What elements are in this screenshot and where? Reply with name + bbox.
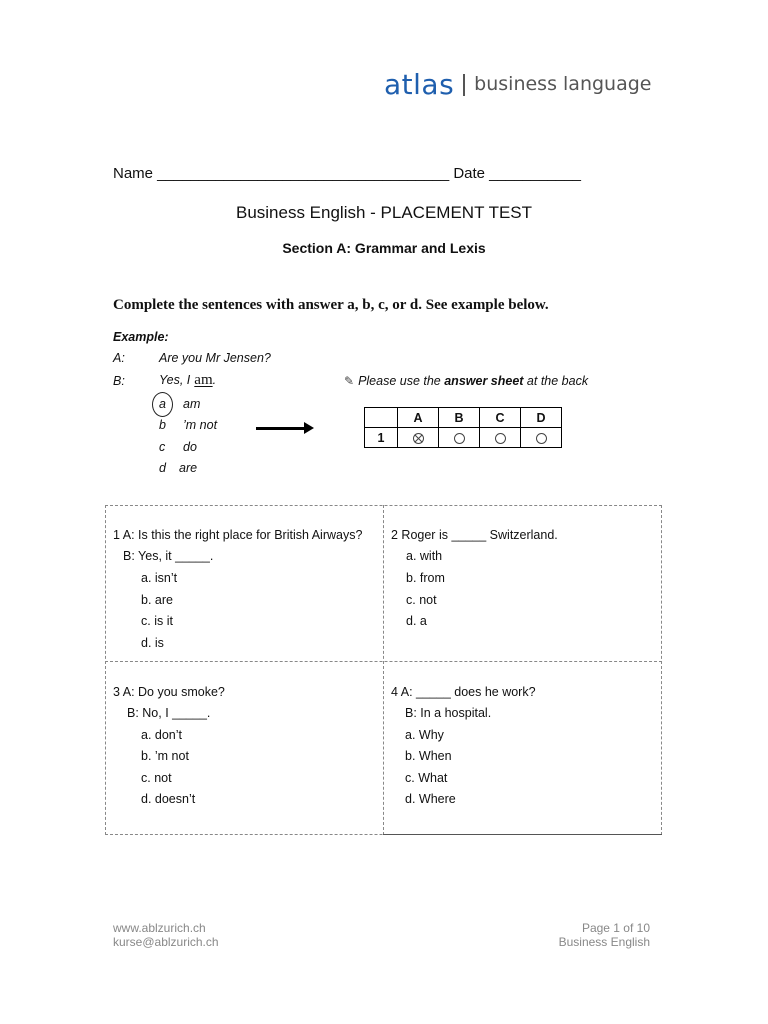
question-3-reply: B: No, I _____. [127,706,211,720]
example-heading: Example: [113,330,169,344]
bubble-icon [454,433,465,444]
example-option-letter: a [159,397,166,411]
example-option-letter: c [159,440,166,454]
footer-email[interactable]: kurse@ablzurich.ch [113,935,219,949]
arrow-icon [256,427,306,430]
footer-page-number: Page 1 of 10 [581,921,650,935]
question-4-option: a. Why [405,728,444,742]
question-4-option: d. Where [405,792,456,806]
example-line-a: Are you Mr Jensen? [159,351,271,365]
question-1-option: d. is [141,636,164,650]
bubble-marked-icon [413,433,424,444]
question-2-option: c. not [406,593,437,607]
example-option-text: am [183,397,201,411]
answer-row-label: 1 [365,428,398,448]
example-period: . [212,373,217,387]
answer-sheet-note [344,374,588,388]
footer-website[interactable]: www.ablzurich.ch [113,921,206,935]
answer-table [364,407,562,448]
page-title: Business English - PLACEMENT TEST [235,203,533,222]
example-speaker-b: B: [113,374,125,388]
question-4-option: c. What [405,771,448,785]
answer-table-header [365,408,562,428]
example-option-letter: b [159,418,166,432]
question-3-prompt: 3 A: Do you smoke? [113,685,225,699]
logo-tagline: business language [474,73,652,95]
question-3-option: a. don’t [141,728,183,742]
arrow-head-icon [304,422,314,434]
question-1-option: a. isn’t [141,571,178,585]
note-suffix: at the back [523,374,589,388]
question-2-option: b. from [406,571,445,585]
note-prefix: Please use the [358,374,445,388]
example-line-b [159,372,216,389]
logo-brand: atlas [384,67,455,101]
question-2-option: d. a [406,614,427,628]
footer-page-info [500,921,650,949]
handwritten-answer: am [194,372,213,388]
question-1-option: c. is it [141,614,173,628]
question-1-prompt: 1 A: Is this the right place for British Airways? [113,528,363,542]
question-1-reply: B: Yes, it _____. [123,549,214,563]
question-1-option: b. are [141,593,173,607]
question-2-option: a. with [406,549,443,563]
example-option-text: ’m not [183,418,218,432]
answer-column-d: D [521,408,562,428]
bubble-icon [536,433,547,444]
footer-course: Business English [558,935,650,949]
answer-table-row [365,428,562,448]
pencil-icon: ✎ [344,374,355,388]
logo-divider [463,74,465,96]
answer-column-a: A [398,408,439,428]
answer-column-b: B [439,408,480,428]
example-speaker-a: A: [113,351,125,365]
example-option-text: do [183,440,197,454]
question-2-prompt: 2 Roger is _____ Switzerland. [391,528,558,542]
example-line-b-text: Yes, I [159,373,191,387]
bubble-icon [495,433,506,444]
example-option-text: are [179,461,198,475]
grid-divider-vertical [383,505,384,835]
question-4-reply: B: In a hospital. [405,706,492,720]
instruction-text: Complete the sentences with answer a, b, c, or d. See example below. [113,297,549,313]
question-4-option: b. When [405,749,452,763]
question-4-prompt: 4 A: _____ does he work? [391,685,536,699]
atlas-logo [384,64,651,104]
question-3-option: c. not [141,771,172,785]
note-bold: answer sheet [444,374,524,388]
grid-bottom-rule [383,834,662,835]
footer-contact [113,921,219,949]
answer-table-corner [365,408,398,428]
example-option-letter: d [159,461,166,475]
name-date-line: Name ___________________________________ Date ___________ [113,165,581,182]
question-3-option: b. ’m not [141,749,189,763]
answer-column-c: C [480,408,521,428]
section-heading: Section A: Grammar and Lexis [282,240,486,256]
grid-divider-horizontal [105,661,662,662]
question-3-option: d. doesn’t [141,792,196,806]
